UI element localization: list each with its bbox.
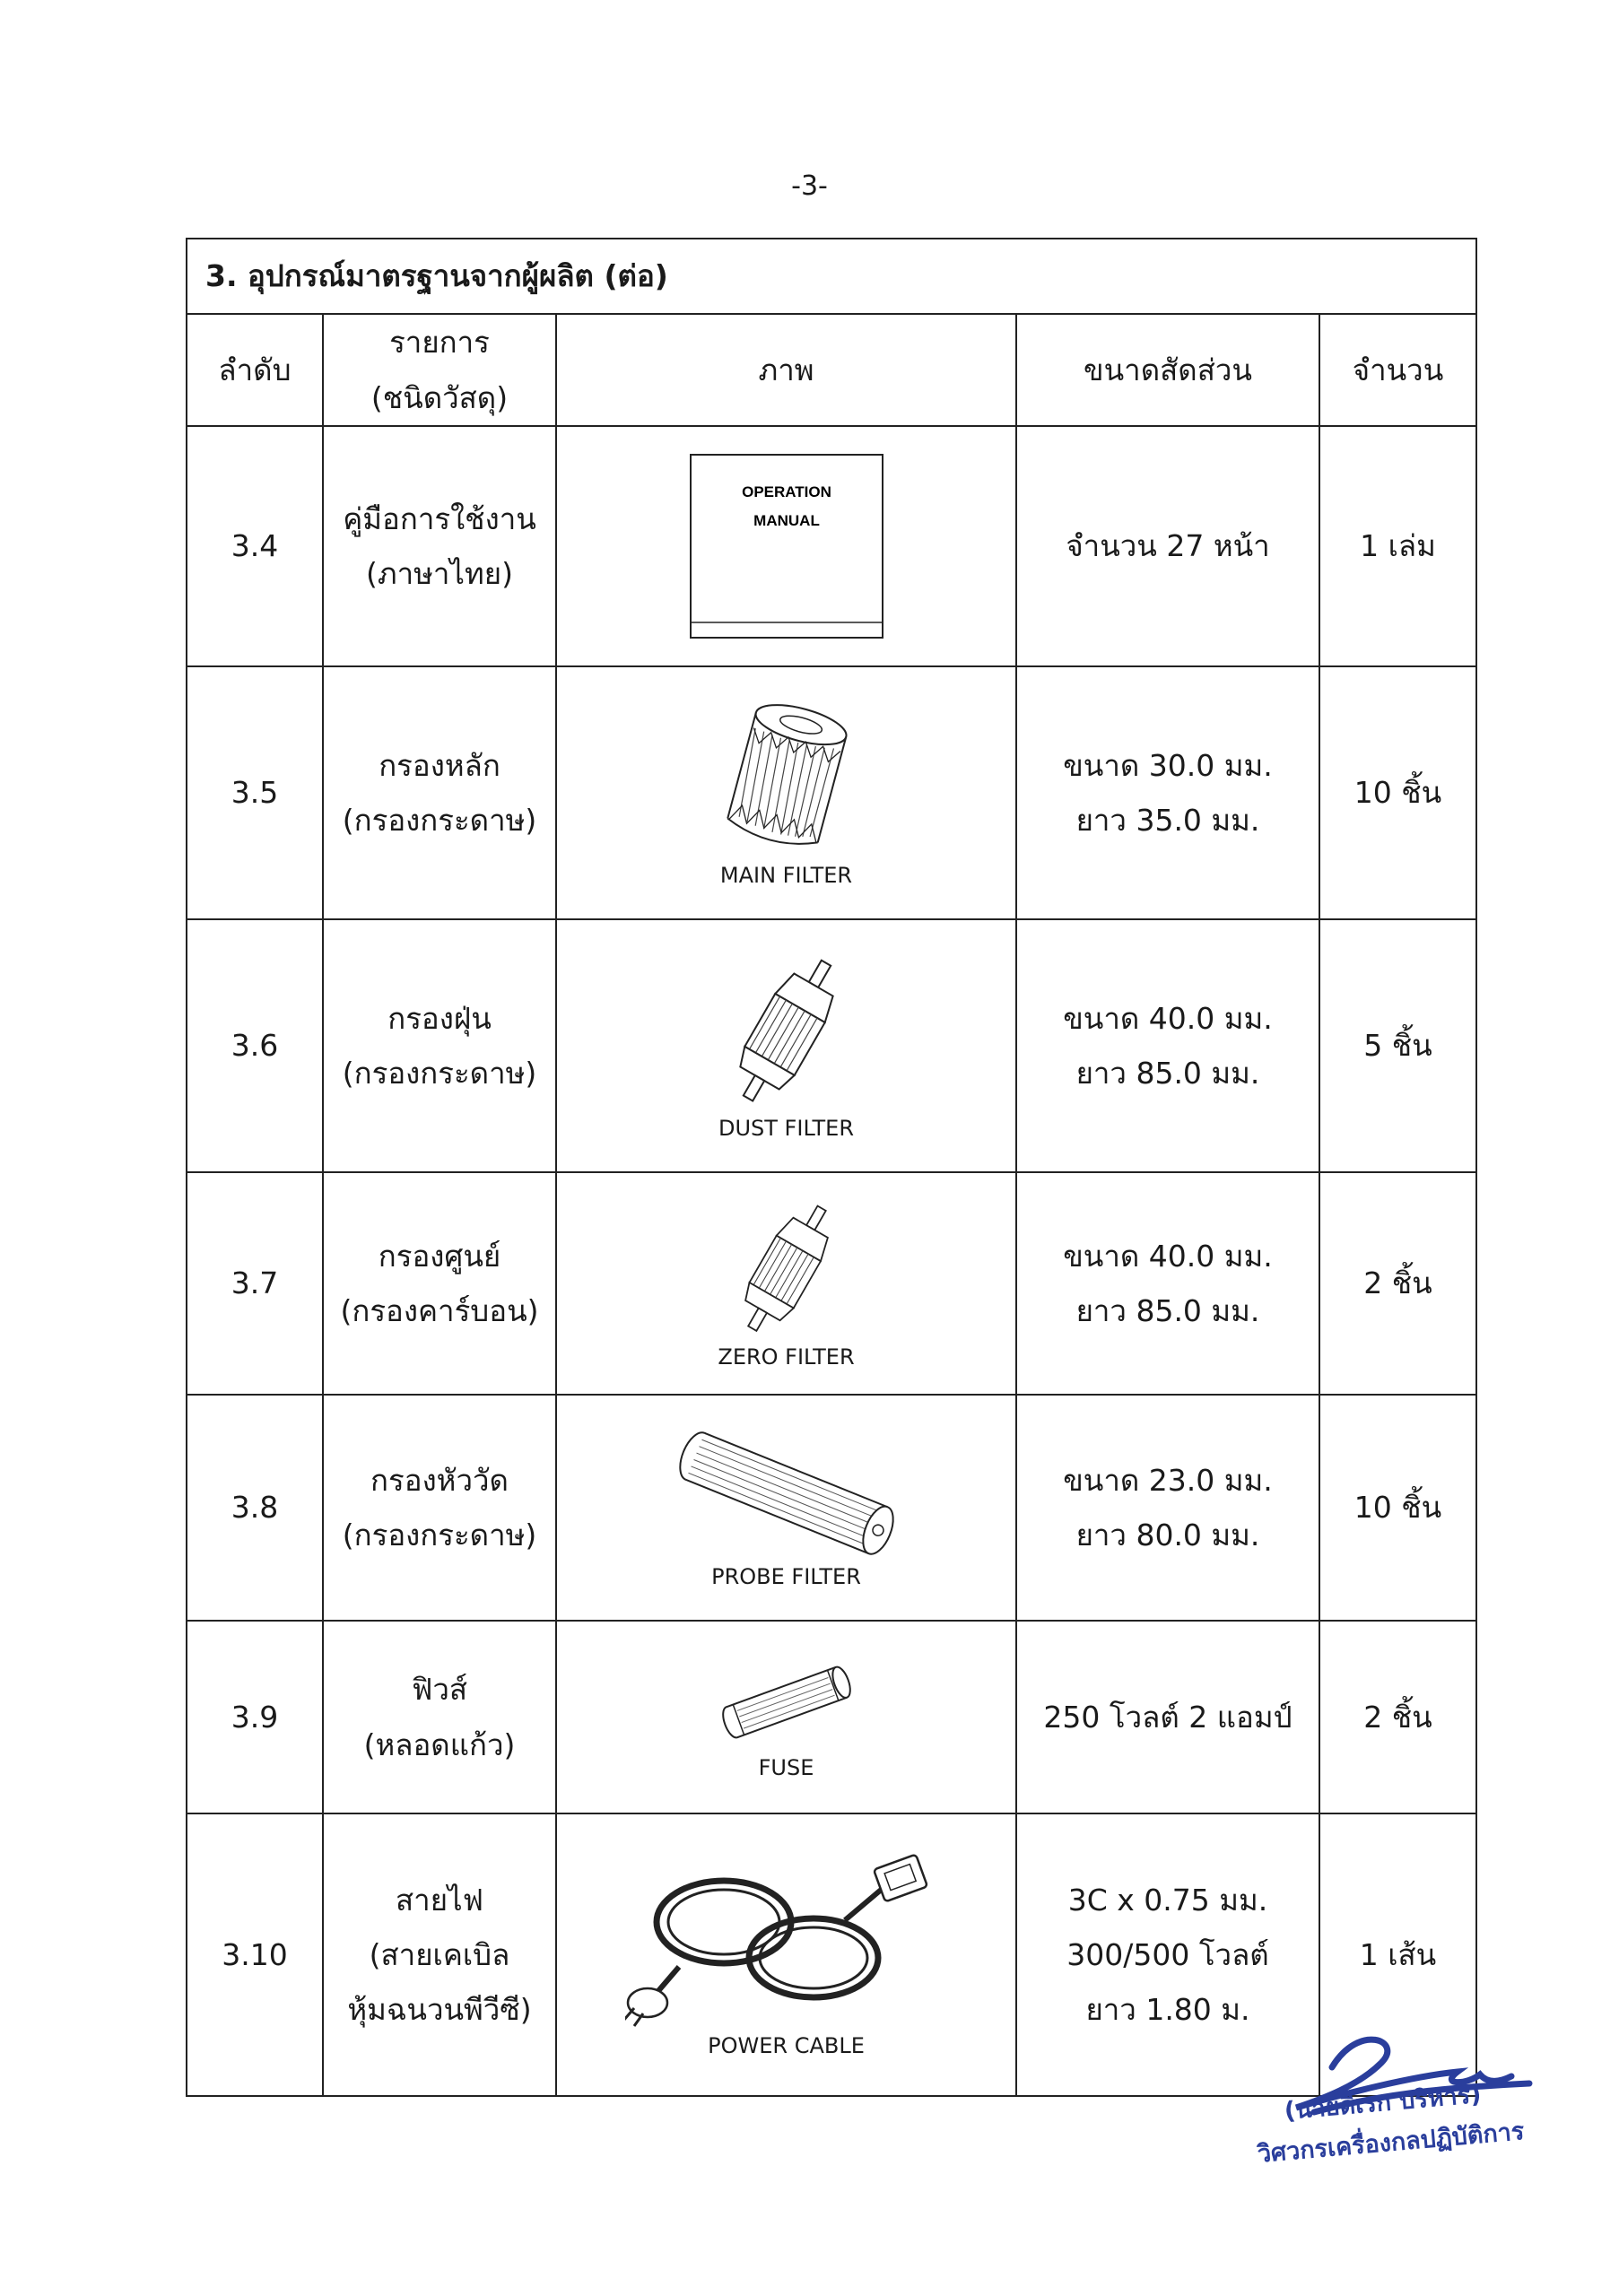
main-filter-icon	[697, 698, 876, 859]
row-item-material: (ภาษาไทย)	[365, 556, 513, 591]
row-item	[323, 919, 556, 1172]
row-item	[323, 426, 556, 666]
row-dim2: ยาว 85.0 มม.	[1075, 1056, 1260, 1091]
row-item	[323, 666, 556, 919]
row-dimension	[1016, 1621, 1319, 1813]
row-qty: 1 เล่ม	[1319, 426, 1476, 666]
header-item-line1: รายการ	[389, 325, 490, 361]
table-row	[187, 666, 1476, 919]
row-dimension	[1016, 1172, 1319, 1395]
row-image	[556, 666, 1016, 919]
row-no: 3.8	[187, 1395, 323, 1621]
image-caption: DUST FILTER	[718, 1115, 855, 1141]
row-dim2: ยาว 80.0 มม.	[1075, 1518, 1260, 1552]
header-image: ภาพ	[556, 314, 1016, 426]
row-item-material: (กรองคาร์บอน)	[340, 1293, 539, 1328]
row-item-name: กรองหัววัด	[370, 1462, 509, 1498]
fuse-icon	[710, 1653, 863, 1752]
row-dim1: 3C x 0.75 มม.	[1067, 1882, 1268, 1918]
row-image	[556, 1172, 1016, 1395]
signature-title: วิศวกรเครื่องกลปฏิบัติการ	[1256, 2117, 1526, 2169]
header-dimension: ขนาดสัดส่วน	[1016, 314, 1319, 426]
row-dim1: ขนาด 23.0 มม.	[1063, 1462, 1273, 1498]
row-qty: 10 ชิ้น	[1319, 1395, 1476, 1621]
row-no: 3.5	[187, 666, 323, 919]
row-item	[323, 1621, 556, 1813]
row-item-material-2: หุ้มฉนวนพีวีซี)	[347, 1992, 532, 2028]
row-dim1: ขนาด 40.0 มม.	[1063, 1000, 1273, 1036]
image-caption: FUSE	[758, 1755, 814, 1781]
equipment-table-sheet	[186, 238, 1475, 2094]
power-cable-icon	[625, 1850, 948, 2030]
manual-text-2: MANUAL	[753, 512, 820, 529]
table-row	[187, 919, 1476, 1172]
row-item-name: กรองหลัก	[379, 747, 500, 783]
row-dimension	[1016, 666, 1319, 919]
row-qty: 10 ชิ้น	[1319, 666, 1476, 919]
row-item-name: คู่มือการใช้งาน	[343, 500, 536, 536]
page-number: -3-	[791, 170, 828, 202]
signature-name: (นายดิเรก บริหาร)	[1283, 2080, 1483, 2126]
row-item-material: (กรองกระดาษ)	[342, 1056, 537, 1091]
operation-manual-icon	[688, 452, 885, 640]
row-qty: 5 ชิ้น	[1319, 919, 1476, 1172]
row-dim3: ยาว 1.80 ม.	[1085, 1992, 1250, 2028]
row-image	[556, 1395, 1016, 1621]
row-no: 3.4	[187, 426, 323, 666]
row-dim1: จำนวน 27 หน้า	[1066, 528, 1270, 564]
row-dim1: ขนาด 30.0 มม.	[1063, 747, 1273, 783]
row-image	[556, 426, 1016, 666]
header-item-line2: (ชนิดวัสดุ)	[370, 379, 509, 415]
row-dim1: ขนาด 40.0 มม.	[1063, 1238, 1273, 1274]
row-dimension	[1016, 1395, 1319, 1621]
row-dim2: 300/500 โวลต์	[1066, 1936, 1269, 1972]
row-item	[323, 1172, 556, 1395]
row-qty: 2 ชิ้น	[1319, 1621, 1476, 1813]
image-caption: ZERO FILTER	[718, 1344, 855, 1370]
row-item	[323, 1813, 556, 2096]
row-item-material: (กรองกระดาษ)	[342, 803, 537, 838]
row-no: 3.7	[187, 1172, 323, 1395]
row-image	[556, 1621, 1016, 1813]
image-caption: PROBE FILTER	[711, 1563, 861, 1589]
header-item	[323, 314, 556, 426]
probe-filter-icon	[652, 1426, 921, 1561]
row-dim2: ยาว 35.0 มม.	[1075, 803, 1260, 838]
row-item-name: กรองศูนย์	[378, 1238, 501, 1274]
equipment-table	[186, 238, 1477, 2097]
row-no: 3.6	[187, 919, 323, 1172]
table-row	[187, 426, 1476, 666]
row-qty: 2 ชิ้น	[1319, 1172, 1476, 1395]
row-dimension	[1016, 426, 1319, 666]
row-no: 3.9	[187, 1621, 323, 1813]
header-no: ลำดับ	[187, 314, 323, 426]
row-item	[323, 1395, 556, 1621]
header-quantity: จำนวน	[1319, 314, 1476, 426]
image-caption: POWER CABLE	[708, 2033, 865, 2059]
row-image	[556, 1813, 1016, 2096]
row-no: 3.10	[187, 1813, 323, 2096]
image-caption: MAIN FILTER	[719, 862, 853, 888]
row-item-material: (หลอดแก้ว)	[363, 1726, 516, 1762]
table-row	[187, 1621, 1476, 1813]
row-dim2: ยาว 85.0 มม.	[1075, 1293, 1260, 1328]
table-row	[187, 1395, 1476, 1621]
row-qty: 1 เส้น	[1319, 1813, 1476, 2096]
dust-filter-icon	[715, 951, 858, 1112]
row-dimension	[1016, 919, 1319, 1172]
row-item-material: (สายเคเบิล	[369, 1936, 510, 1972]
row-item-name: สายไฟ	[396, 1882, 483, 1918]
row-item-name: ฟิวส์	[411, 1672, 468, 1708]
table-row	[187, 1172, 1476, 1395]
row-dim1: 250 โวลต์ 2 แอมป์	[1043, 1699, 1293, 1735]
row-item-name: กรองฝุ่น	[387, 1000, 492, 1036]
section-title: 3. อุปกรณ์มาตรฐานจากผู้ผลิต (ต่อ)	[187, 239, 1476, 314]
row-image	[556, 919, 1016, 1172]
header-row	[187, 314, 1476, 426]
manual-text-1: OPERATION	[741, 483, 831, 500]
zero-filter-icon	[719, 1197, 854, 1341]
row-item-material: (กรองกระดาษ)	[342, 1518, 537, 1552]
